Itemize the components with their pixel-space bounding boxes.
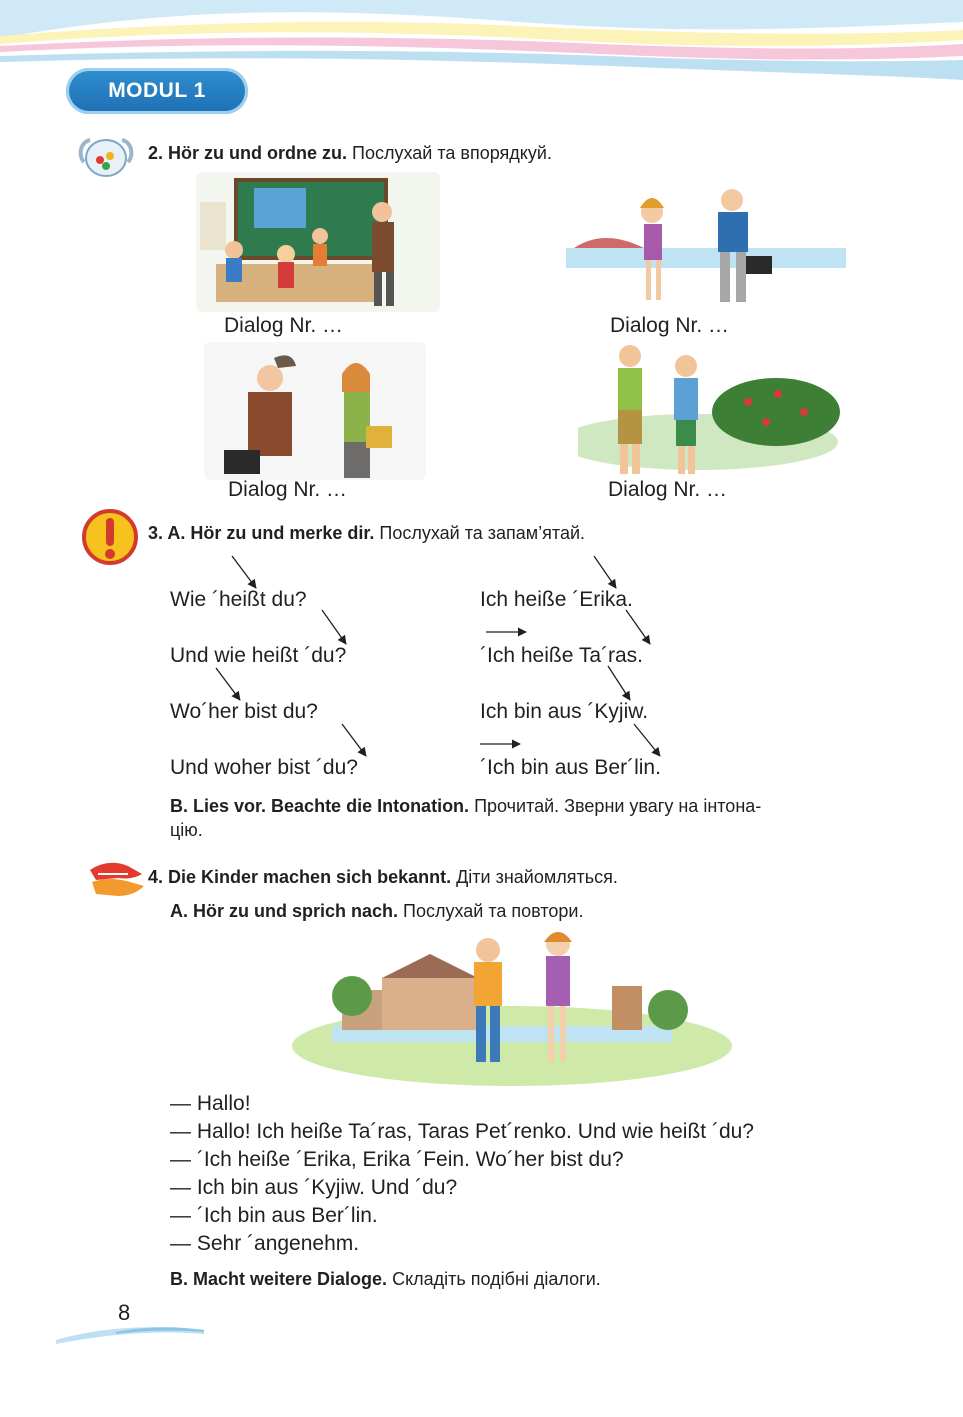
task-3b-instruction-line2: цію. (170, 820, 203, 840)
task-4-heading (148, 866, 618, 888)
dialog-caption-4: Dialog Nr. … (608, 478, 728, 501)
page-number: 8 (118, 1300, 131, 1325)
task-2-instruction: Послухай та впорядкуй. (352, 143, 552, 163)
phrase-right-4: ´Ich bin aus Ber´lin. (480, 756, 661, 779)
task-3-heading (148, 522, 585, 544)
task-4b-instruction: Складіть подібні діалоги. (392, 1269, 601, 1289)
dialog-line-1: — Hallo! (170, 1092, 251, 1115)
exclamation-icon (82, 508, 138, 566)
task-4a-title: A. Hör zu und sprich nach. (170, 901, 399, 921)
illustration-two-boys (578, 342, 850, 480)
dialog-line-3: — ´Ich heiße ´Erika, Erika ´Fein. Wo´her bist du? (170, 1148, 624, 1171)
phrase-right-3: Ich bin aus ´Kyjiw. (480, 700, 649, 723)
illustration-girl-and-teacher (564, 172, 858, 312)
dialog-caption-1: Dialog Nr. … (224, 314, 344, 337)
phrase-right-2: ´Ich heiße Ta´ras. (480, 644, 644, 667)
dialog-caption-2: Dialog Nr. … (610, 314, 730, 337)
phrase-left-1: Wie ´heißt du? (170, 588, 307, 611)
footer-wave-decoration (56, 1322, 204, 1344)
phrase-left-4: Und woher bist ´du? (170, 756, 358, 779)
illustration-classroom (196, 172, 440, 312)
task-3b-instruction-line1: Прочитай. Зверни увагу на інтона- (474, 796, 762, 816)
task-4-title: 4. Die Kinder machen sich bekannt. (148, 867, 452, 887)
phrase-right-1: Ich heiße ´Erika. (480, 588, 633, 611)
phrase-left-3: Wo´her bist du? (170, 700, 318, 723)
task-4a-instruction: Послухай та повтори. (403, 901, 584, 921)
task-3-title: 3. A. Hör zu und merke dir. (148, 523, 375, 543)
illustration-man-and-woman (204, 342, 426, 480)
task-4b-heading (170, 1268, 601, 1290)
task-4-instruction: Діти знайомляться. (456, 867, 618, 887)
task-2-heading (148, 142, 552, 164)
dialog-line-5: — ´Ich bin aus Ber´lin. (170, 1204, 378, 1227)
task-3b-text (170, 794, 890, 842)
handshake-icon (88, 856, 146, 902)
task-3b-title: B. Lies vor. Beachte die Intonation. (170, 796, 470, 816)
module-label: MODUL 1 (108, 79, 206, 102)
dialog-line-2: — Hallo! Ich heiße Ta´ras, Taras Pet´renko. Und wie heißt ´du? (170, 1120, 754, 1143)
dialog-line-6: — Sehr ´angenehm. (170, 1232, 360, 1255)
module-badge (66, 68, 248, 114)
dialog-caption-3: Dialog Nr. … (228, 478, 348, 501)
task-3-instruction: Послухай та запам’ятай. (379, 523, 586, 543)
phrase-left-2: Und wie heißt ´du? (170, 644, 347, 667)
task-4a-heading (170, 900, 583, 922)
dialog-line-4: — Ich bin aus ´Kyjiw. Und ´du? (170, 1176, 458, 1199)
task-4b-title: B. Macht weitere Dialoge. (170, 1269, 388, 1289)
listen-headphones-icon (76, 134, 138, 180)
illustration-kids-meeting (212, 926, 804, 1086)
task-2-title: 2. Hör zu und ordne zu. (148, 143, 347, 163)
